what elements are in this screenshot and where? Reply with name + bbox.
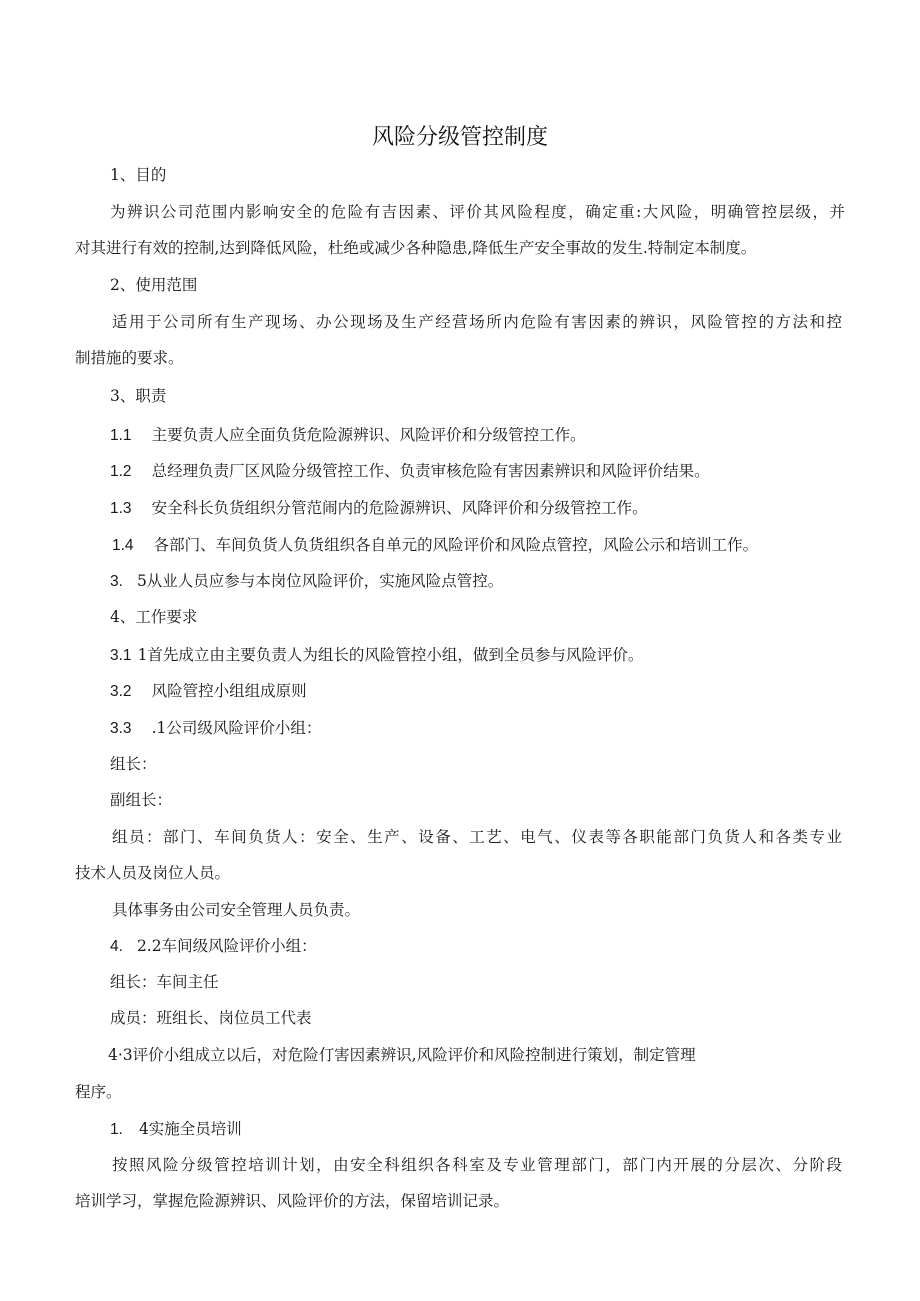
list-item	[110, 681, 307, 702]
item-text: 总经理负责厂区风险分级管控工作、负责审核危险有害因素辨识和风险评价结果。	[151, 462, 710, 480]
item-text: 1首先成立由主要负责人为组长的风险管控小组，做到全员参与风险评价。	[137, 646, 644, 664]
paragraph-line: 副组长：	[110, 791, 173, 809]
list-item	[110, 936, 317, 957]
item-number: 1.2	[110, 463, 132, 480]
paragraph-line: 成员：班组长、岗位员工代表	[110, 1009, 312, 1027]
section-heading: 2、使用范围	[110, 276, 198, 294]
list-item	[110, 645, 643, 666]
paragraph-line: 培训学习，掌握危险源辨识、风险评价的方法，保留培训记录。	[75, 1192, 510, 1210]
paragraph-line: 为辨识公司范围内影响安全的危险有吉因素、评价其风险程度，确定重:大风险，明确管控层级，并	[110, 203, 845, 221]
paragraph-line: 对其进行有效的控制,达到降低风险，杜绝或减少各种隐患,降低生产安全事故的发生.特制定本制度。	[75, 239, 757, 257]
list-item	[112, 535, 758, 556]
paragraph-line: 程序。	[75, 1083, 122, 1101]
paragraph-line: 具体事务由公司安全管理人员负责。	[112, 901, 361, 919]
section-heading: 4、工作要求	[110, 608, 198, 626]
item-text: 4实施全员培训	[138, 1120, 242, 1138]
list-item	[110, 425, 586, 446]
paragraph-line: 4·3评价小组成立以后，对危险仃害因素辨识,风险评价和风险控制进行策划，制定管理	[108, 1046, 696, 1064]
item-number: 1.3	[110, 500, 132, 517]
list-item	[110, 498, 648, 519]
list-item	[110, 1119, 242, 1140]
paragraph-line: 组员：部门、车间负货人：安全、生产、设备、工艺、电气、仪表等各职能部门负货人和各类专业	[112, 828, 842, 846]
item-text: 各部门、车间负货人负货组织各自单元的风险评价和风险点管控，风险公示和培训工作。	[153, 536, 759, 554]
item-number: 3.2	[110, 683, 132, 700]
section-heading: 3、职责	[110, 387, 167, 405]
item-text: 主要负责人应全面负货危险源辨识、风险评价和分级管控工作。	[151, 426, 586, 444]
list-item	[110, 461, 710, 482]
paragraph-line: 按照风险分级管控培训计划，由安全科组织各科室及专业管理部门，部门内开展的分层次、分阶段	[112, 1156, 842, 1174]
list-item	[110, 571, 503, 592]
item-number: 3.1	[110, 647, 132, 664]
paragraph-line: 技术人员及岗位人员。	[75, 864, 231, 882]
paragraph-line: 组长：车间主任	[110, 973, 219, 991]
document-title: 风险分级管控制度	[371, 125, 548, 150]
item-number: 1.	[110, 1121, 123, 1138]
item-text: 安全科长负货组织分管范闹内的危险源辨识、风降评价和分级管控工作。	[151, 499, 648, 517]
list-item	[110, 718, 321, 739]
item-number: 4.	[110, 938, 123, 955]
section-heading: 1、目的	[110, 166, 167, 184]
paragraph-line: 组长：	[110, 755, 157, 773]
item-text: .1公司级风险评价小组：	[151, 719, 322, 737]
item-text: 2.2车间级风险评价小组：	[136, 937, 317, 955]
paragraph-line: 适用于公司所有生产现场、办公现场及生产经营场所内危险有害因素的辨识，风险管控的方法和控	[112, 313, 842, 331]
item-text: 5从业人员应参与本岗位风险评价，实施风险点管控。	[136, 572, 504, 590]
item-number: 1.1	[110, 427, 132, 444]
item-text: 风险管控小组组成原则	[151, 682, 307, 700]
item-number: 3.	[110, 573, 123, 590]
item-number: 1.4	[112, 537, 134, 554]
paragraph-line: 制措施的要求。	[75, 349, 184, 367]
item-number: 3.3	[110, 720, 132, 737]
